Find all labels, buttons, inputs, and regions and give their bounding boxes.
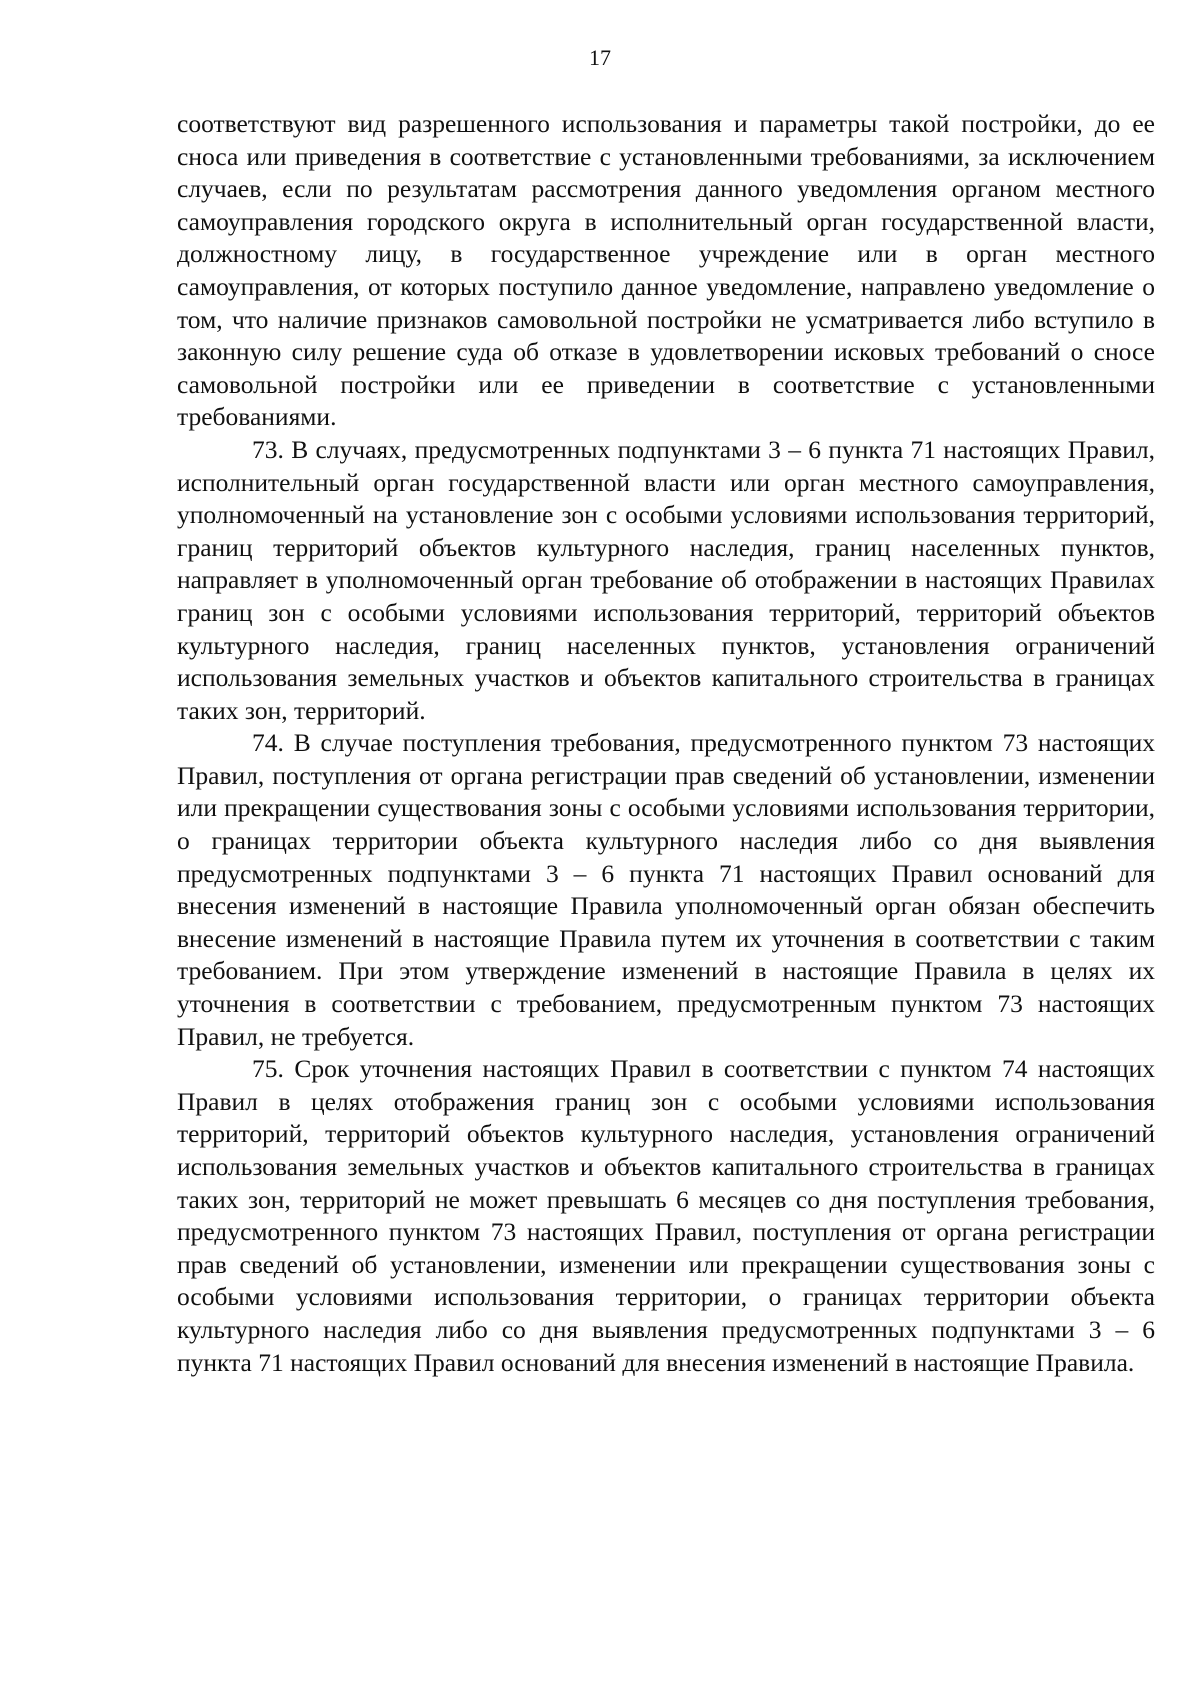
- paragraph-number: 75.: [252, 1054, 284, 1084]
- paragraph-75: [177, 1053, 1155, 1379]
- paragraph-number: 74.: [252, 728, 284, 758]
- paragraph-number: 73.: [252, 434, 284, 464]
- paragraph-text: Срок уточнения настоящих Правил в соответствии с пунктом 74 настоящих Правил в целях отображения границ зон с особыми условиями использования территорий, территорий объектов культурного наследия, установления ограничений использования земельных участков и объектов капитального строительства в границах таких зон, территорий не может превышать 6 месяцев со дня поступления требования, предусмотренного пунктом 73 настоящих Правил, поступления от органа регистрации прав сведений об установлении, изменении или прекращении существования зоны с особыми условиями использования территории, о границах территории объекта культурного наследия либо со дня выявления предусмотренных подпунктами 3 – 6 пункта 71 настоящих Правил оснований для внесения изменений в настоящие Правила.: [177, 1054, 1156, 1377]
- page-number: 17: [589, 45, 611, 70]
- paragraph-74: [177, 727, 1155, 1053]
- paragraph-text: соответствуют вид разрешенного использования и параметры такой постройки, до ее сноса или приведения в соответствие с установленными требованиями, за исключением случаев, если по результатам рассмотрения данного уведомления органом местного самоуправления городского округа в исполнительный орган государственной власти, должностному лицу, в государственное учреждение или в орган местного самоуправления, от которых поступило данное уведомление, направлено уведомление о том, что наличие признаков самовольной постройки не усматривается либо вступило в законную силу решение суда об отказе в удовлетворении исковых требований о сносе самовольной постройки или ее приведении в соответствие с установленными требованиями.: [177, 109, 1155, 432]
- paragraph-73: [177, 434, 1155, 727]
- paragraph-continuation: [177, 108, 1155, 434]
- paragraph-text: В случаях, предусмотренных подпунктами 3 – 6 пункта 71 настоящих Правил, исполнительный орган государственной власти или орган местного самоуправления, уполномоченный на установление зон с особыми условиями использования территорий, границ территорий объектов культурного наследия, границ населенных пунктов, направляет в уполномоченный орган требование об отображении в настоящих Правилах границ зон с особыми условиями использования территорий, территорий объектов культурного наследия, границ населенных пунктов, установления ограничений использования земельных участков и объектов капитального строительства в границах таких зон, территорий.: [177, 434, 1156, 725]
- document-body: [177, 108, 1155, 1379]
- paragraph-text: В случае поступления требования, предусмотренного пунктом 73 настоящих Правил, поступления от органа регистрации прав сведений об установлении, изменении или прекращении существования зоны с особыми условиями использования территории, о границах территории объекта культурного наследия либо со дня выявления предусмотренных подпунктами 3 – 6 пункта 71 настоящих Правил оснований для внесения изменений в настоящие Правила уполномоченный орган обязан обеспечить внесение изменений в настоящие Правила путем их уточнения в соответствии с таким требованием. При этом утверждение изменений в настоящие Правила в целях их уточнения в соответствии с требованием, предусмотренным пунктом 73 настоящих Правил, не требуется.: [177, 728, 1155, 1051]
